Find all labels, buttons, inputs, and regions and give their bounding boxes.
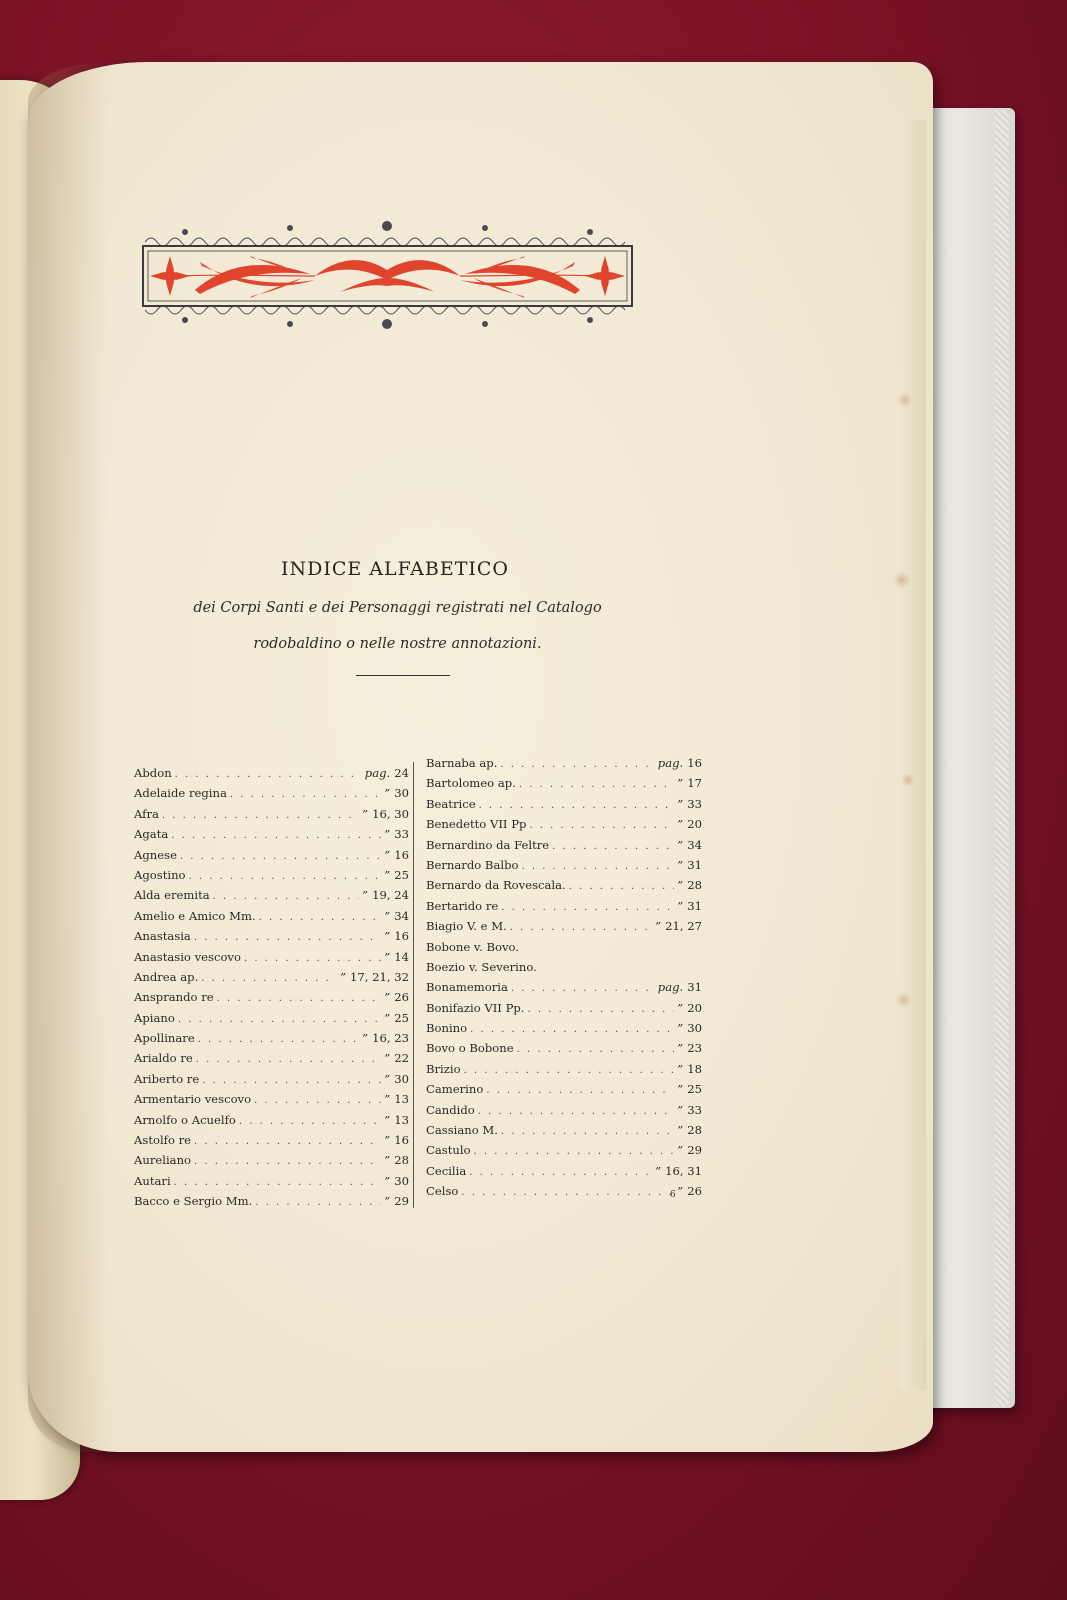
index-entry: [426, 878, 702, 898]
index-entry: [134, 1113, 409, 1133]
index-entry-pages: 16: [394, 847, 409, 862]
index-entry-ditto: pag.: [364, 766, 391, 780]
index-entry-pages: 23: [687, 1041, 702, 1056]
index-entry-pages: 16: [394, 929, 409, 944]
dot-leader: [194, 1156, 381, 1167]
dot-leader: [194, 1136, 381, 1147]
index-entry: [134, 1072, 409, 1092]
index-entry-ditto: ”: [384, 929, 391, 944]
index-entry-name: Afra: [134, 806, 159, 821]
index-entry-name: Bonifazio VII Pp.: [426, 1000, 525, 1015]
index-entry: [426, 1184, 702, 1204]
dot-leader: [529, 820, 674, 831]
index-entry: [134, 1194, 409, 1214]
index-entry-pages: 20: [687, 817, 702, 832]
index-entry-name: Bonino: [426, 1021, 468, 1036]
index-entry-pages: 14: [394, 949, 409, 964]
index-entry-pages: 25: [687, 1082, 702, 1097]
index-entry-pages: 30: [394, 1071, 409, 1086]
dot-leader: [510, 922, 652, 933]
index-entry-name: Amelio e Amico Mm.: [134, 908, 256, 923]
dot-leader: [198, 1034, 359, 1045]
index-entry-name: Anastasia: [134, 929, 191, 944]
index-entry-ditto: ”: [384, 1051, 391, 1066]
dot-leader: [552, 841, 674, 852]
index-entry-name: Anastasio vescovo: [134, 949, 241, 964]
index-entry-pages: 29: [687, 1143, 702, 1158]
dot-leader: [189, 871, 382, 882]
back-cover-edge: [995, 110, 1009, 1406]
index-entry-name: Candido: [426, 1102, 475, 1117]
index-entry: [426, 919, 702, 939]
index-entry-pages: 34: [394, 908, 409, 923]
dot-leader: [474, 1146, 675, 1157]
index-entry: [134, 950, 409, 970]
index-entry-name: Boezio v. Severino.: [426, 959, 537, 974]
index-entry-ditto: ”: [677, 1000, 684, 1015]
index-entry-name: Apollinare: [134, 1031, 195, 1046]
index-entry-pages: 30: [394, 1173, 409, 1188]
index-entry-ditto: ”: [384, 990, 391, 1005]
index-entry: [426, 1082, 702, 1102]
dot-leader: [569, 881, 675, 892]
dot-leader: [519, 779, 674, 790]
index-entry: [134, 929, 409, 949]
index-entry-ditto: ”: [384, 827, 391, 842]
index-entry-ditto: ”: [677, 898, 684, 913]
index-entry-name: Biagio V. e M.: [426, 919, 507, 934]
index-entry-ditto: ”: [677, 817, 684, 832]
index-entry-ditto: pag.: [657, 980, 684, 995]
index-entry: [134, 786, 409, 806]
index-entry-ditto: ”: [677, 1143, 684, 1158]
dot-leader: [478, 1106, 675, 1117]
page-gutter-shadow: [28, 62, 108, 1452]
index-entry: [426, 1001, 702, 1021]
dot-leader: [259, 912, 382, 923]
index-entry-ditto: ”: [677, 1184, 684, 1199]
index-entry-pages: 16, 31: [665, 1163, 702, 1178]
dot-leader: [470, 1024, 674, 1035]
index-entry-ditto: ”: [384, 1071, 391, 1086]
index-entry-pages: 20: [687, 1000, 702, 1015]
index-entry-name: Apiano: [134, 1010, 175, 1025]
index-entry-ditto: ”: [677, 1082, 684, 1097]
index-entry: [426, 940, 702, 960]
index-entry: [426, 960, 702, 980]
index-entry: [134, 868, 409, 888]
index-entry-pages: 26: [394, 990, 409, 1005]
dot-leader: [175, 769, 362, 780]
index-entry: [426, 980, 702, 1000]
index-entry: [426, 899, 702, 919]
dot-leader: [196, 1054, 382, 1065]
dot-leader: [162, 810, 359, 821]
index-entry-pages: 33: [687, 1102, 702, 1117]
index-entry-name: Agata: [134, 827, 169, 842]
index-entry-name: Bernardo da Rovescala.: [426, 878, 566, 893]
index-entry-name: Ariberto re: [134, 1071, 200, 1086]
index-entry-name: Celso: [426, 1184, 459, 1199]
index-entry-ditto: ”: [384, 949, 391, 964]
index-entry: [426, 1123, 702, 1143]
index-entry-pages: 33: [394, 827, 409, 842]
index-entry-name: Cassiano M.: [426, 1123, 498, 1138]
index-entry-name: Adelaide regina: [134, 786, 227, 801]
index-entry-name: Ansprando re: [134, 990, 214, 1005]
index-entry: [134, 1011, 409, 1031]
index-entry-pages: 16, 30: [372, 806, 409, 821]
index-entry: [134, 970, 409, 990]
index-entry-pages: 28: [394, 1153, 409, 1168]
index-entry-ditto: ”: [384, 1010, 391, 1025]
index-entry-pages: 33: [687, 796, 702, 811]
dot-leader: [464, 1065, 675, 1076]
dot-leader: [500, 759, 654, 770]
index-entry-name: Bertarido re: [426, 898, 499, 913]
index-entry: [426, 797, 702, 817]
dot-leader: [239, 1116, 381, 1127]
index-entry-pages: 18: [687, 1061, 702, 1076]
index-entry-name: Alda eremita: [134, 888, 210, 903]
dot-leader: [171, 830, 381, 841]
index-entry-pages: 30: [394, 786, 409, 801]
index-entry: [426, 1041, 702, 1061]
column-divider: [413, 762, 414, 1208]
index-entry-ditto: ”: [384, 1153, 391, 1168]
index-entry-ditto: ”: [384, 786, 391, 801]
index-entry-name: Barnaba ap.: [426, 756, 498, 770]
index-entry-name: Castulo: [426, 1143, 471, 1158]
index-entry-name: Bernardo Balbo: [426, 857, 519, 872]
index-entry-name: Abdon: [134, 766, 172, 780]
index-entry-ditto: ”: [362, 806, 369, 821]
index-entry-name: Armentario vescovo: [134, 1092, 252, 1107]
dot-leader: [255, 1197, 381, 1208]
index-column-left: [134, 766, 409, 1215]
index-entry-ditto: ”: [384, 1092, 391, 1107]
index-entry-pages: 24: [394, 766, 409, 780]
index-entry-pages: 30: [687, 1021, 702, 1036]
index-entry-ditto: ”: [677, 796, 684, 811]
index-entry: [426, 1062, 702, 1082]
index-entry-pages: 22: [394, 1051, 409, 1066]
index-entry-pages: 25: [394, 867, 409, 882]
index-entry: [134, 827, 409, 847]
dot-leader: [501, 1126, 674, 1137]
index-entry-pages: 34: [687, 837, 702, 852]
dot-leader: [217, 993, 382, 1004]
index-entry-pages: 25: [394, 1010, 409, 1025]
index-entry: [134, 1174, 409, 1194]
index-entry-pages: 28: [687, 1123, 702, 1138]
index-title: INDICE ALFABETICO: [280, 558, 510, 580]
dot-leader: [194, 932, 381, 943]
index-entry-ditto: pag.: [657, 756, 684, 770]
index-entry-pages: 19, 24: [372, 888, 409, 903]
index-entry: [134, 807, 409, 827]
index-entry-name: Cecilia: [426, 1163, 467, 1178]
dot-leader: [521, 861, 674, 872]
index-subtitle-line-2: rodobaldino o nelle nostre annotazioni.: [253, 636, 542, 652]
index-subtitle-line-1: dei Corpi Santi e dei Personaggi registrati nel Catalogo: [193, 600, 602, 616]
index-entry-name: Agostino: [134, 867, 186, 882]
index-entry-pages: 21, 27: [665, 919, 702, 934]
index-entry-pages: 31: [687, 980, 702, 995]
index-entry-ditto: ”: [384, 1133, 391, 1148]
index-entry-ditto: ”: [655, 1163, 662, 1178]
foxing-spots: [890, 300, 920, 1300]
index-entry-pages: 26: [687, 1184, 702, 1199]
index-entry-ditto: ”: [362, 888, 369, 903]
index-entry-name: Arialdo re: [134, 1051, 193, 1066]
index-entry-name: Arnolfo o Acuelfo: [134, 1112, 236, 1127]
index-entry: [426, 756, 702, 776]
index-entry-pages: 29: [394, 1194, 409, 1209]
index-entry-pages: 31: [687, 857, 702, 872]
index-entry-name: Camerino: [426, 1082, 484, 1097]
index-entry-pages: 16: [687, 756, 702, 770]
dot-leader: [486, 1085, 674, 1096]
index-entry-name: Brizio: [426, 1061, 461, 1076]
index-entry: [426, 1021, 702, 1041]
index-entry: [134, 1153, 409, 1173]
dot-leader: [202, 1075, 381, 1086]
dot-leader: [254, 1095, 381, 1106]
index-entry-name: Agnese: [134, 847, 177, 862]
index-entry-ditto: ”: [340, 969, 346, 984]
dot-leader: [178, 1014, 381, 1025]
index-entry: [134, 888, 409, 908]
index-entry: [134, 1092, 409, 1112]
index-entry: [134, 1031, 409, 1051]
dot-leader: [244, 953, 381, 964]
index-entry-ditto: ”: [677, 878, 684, 893]
dot-leader: [213, 891, 360, 902]
index-entry-ditto: ”: [677, 837, 684, 852]
index-entry-pages: 28: [687, 878, 702, 893]
index-entry-ditto: ”: [384, 847, 391, 862]
index-entry: [134, 848, 409, 868]
index-column-right: [426, 756, 702, 1205]
index-entry-name: Autari: [134, 1173, 171, 1188]
dot-leader: [174, 1177, 382, 1188]
index-entry-pages: 31: [687, 898, 702, 913]
index-entry-ditto: ”: [677, 1123, 684, 1138]
index-entry-ditto: ”: [384, 1173, 391, 1188]
index-entry-ditto: ”: [362, 1031, 369, 1046]
dot-leader: [517, 1044, 675, 1055]
index-entry: [426, 858, 702, 878]
index-entry-ditto: ”: [384, 1194, 391, 1209]
index-entry-ditto: ”: [677, 1041, 684, 1056]
index-entry: [426, 776, 702, 796]
index-entry: [134, 766, 409, 786]
index-entry: [426, 1103, 702, 1123]
index-entry-ditto: ”: [677, 1061, 684, 1076]
index-entry: [426, 1143, 702, 1163]
index-entry-pages: 17: [687, 776, 702, 791]
dot-leader: [528, 1004, 675, 1015]
index-entry: [134, 909, 409, 929]
index-entry-name: Benedetto VII Pp: [426, 817, 527, 832]
index-entry: [426, 838, 702, 858]
floral-ornament-band: [140, 220, 635, 330]
signature-mark: 6: [670, 1190, 676, 1200]
index-entry-ditto: ”: [655, 919, 662, 934]
index-entry: [134, 990, 409, 1010]
index-entry-name: Bobone v. Bovo.: [426, 939, 519, 954]
index-entry: [426, 817, 702, 837]
index-entry-ditto: ”: [677, 857, 684, 872]
dot-leader: [180, 851, 381, 862]
dot-leader: [201, 973, 337, 984]
index-entry-ditto: ”: [677, 776, 684, 791]
index-entry-name: Bernardino da Feltre: [426, 837, 550, 852]
index-entry-pages: 17, 21, 32: [350, 969, 409, 984]
dot-leader: [469, 1167, 652, 1178]
index-entry-ditto: ”: [384, 867, 391, 882]
index-entry-name: Bartolomeo ap.: [426, 776, 516, 791]
index-entry-ditto: ”: [384, 1112, 391, 1127]
index-entry-pages: 16: [394, 1133, 409, 1148]
index-entry-ditto: ”: [677, 1021, 684, 1036]
index-entry-pages: 13: [394, 1092, 409, 1107]
dot-leader: [230, 789, 381, 800]
dot-leader: [501, 902, 674, 913]
index-entry-name: Bacco e Sergio Mm.: [134, 1194, 253, 1209]
index-entry-ditto: ”: [384, 908, 391, 923]
index-entry: [426, 1164, 702, 1184]
index-entry-pages: 16, 23: [372, 1031, 409, 1046]
index-entry-name: Andrea ap.: [134, 969, 199, 984]
index-entry-name: Aureliano: [134, 1153, 192, 1168]
index-entry-ditto: ”: [677, 1102, 684, 1117]
index-entry: [134, 1133, 409, 1153]
index-entry-name: Astolfo re: [134, 1133, 192, 1148]
index-entry-pages: 13: [394, 1112, 409, 1127]
dot-leader: [461, 1187, 674, 1198]
dot-leader: [479, 800, 675, 811]
dot-leader: [511, 983, 655, 994]
title-rule: [356, 675, 450, 676]
index-entry-name: Beatrice: [426, 796, 476, 811]
index-entry-name: Bovo o Bobone: [426, 1041, 514, 1056]
index-entry: [134, 1051, 409, 1071]
index-entry-name: Bonamemoria: [426, 980, 508, 995]
